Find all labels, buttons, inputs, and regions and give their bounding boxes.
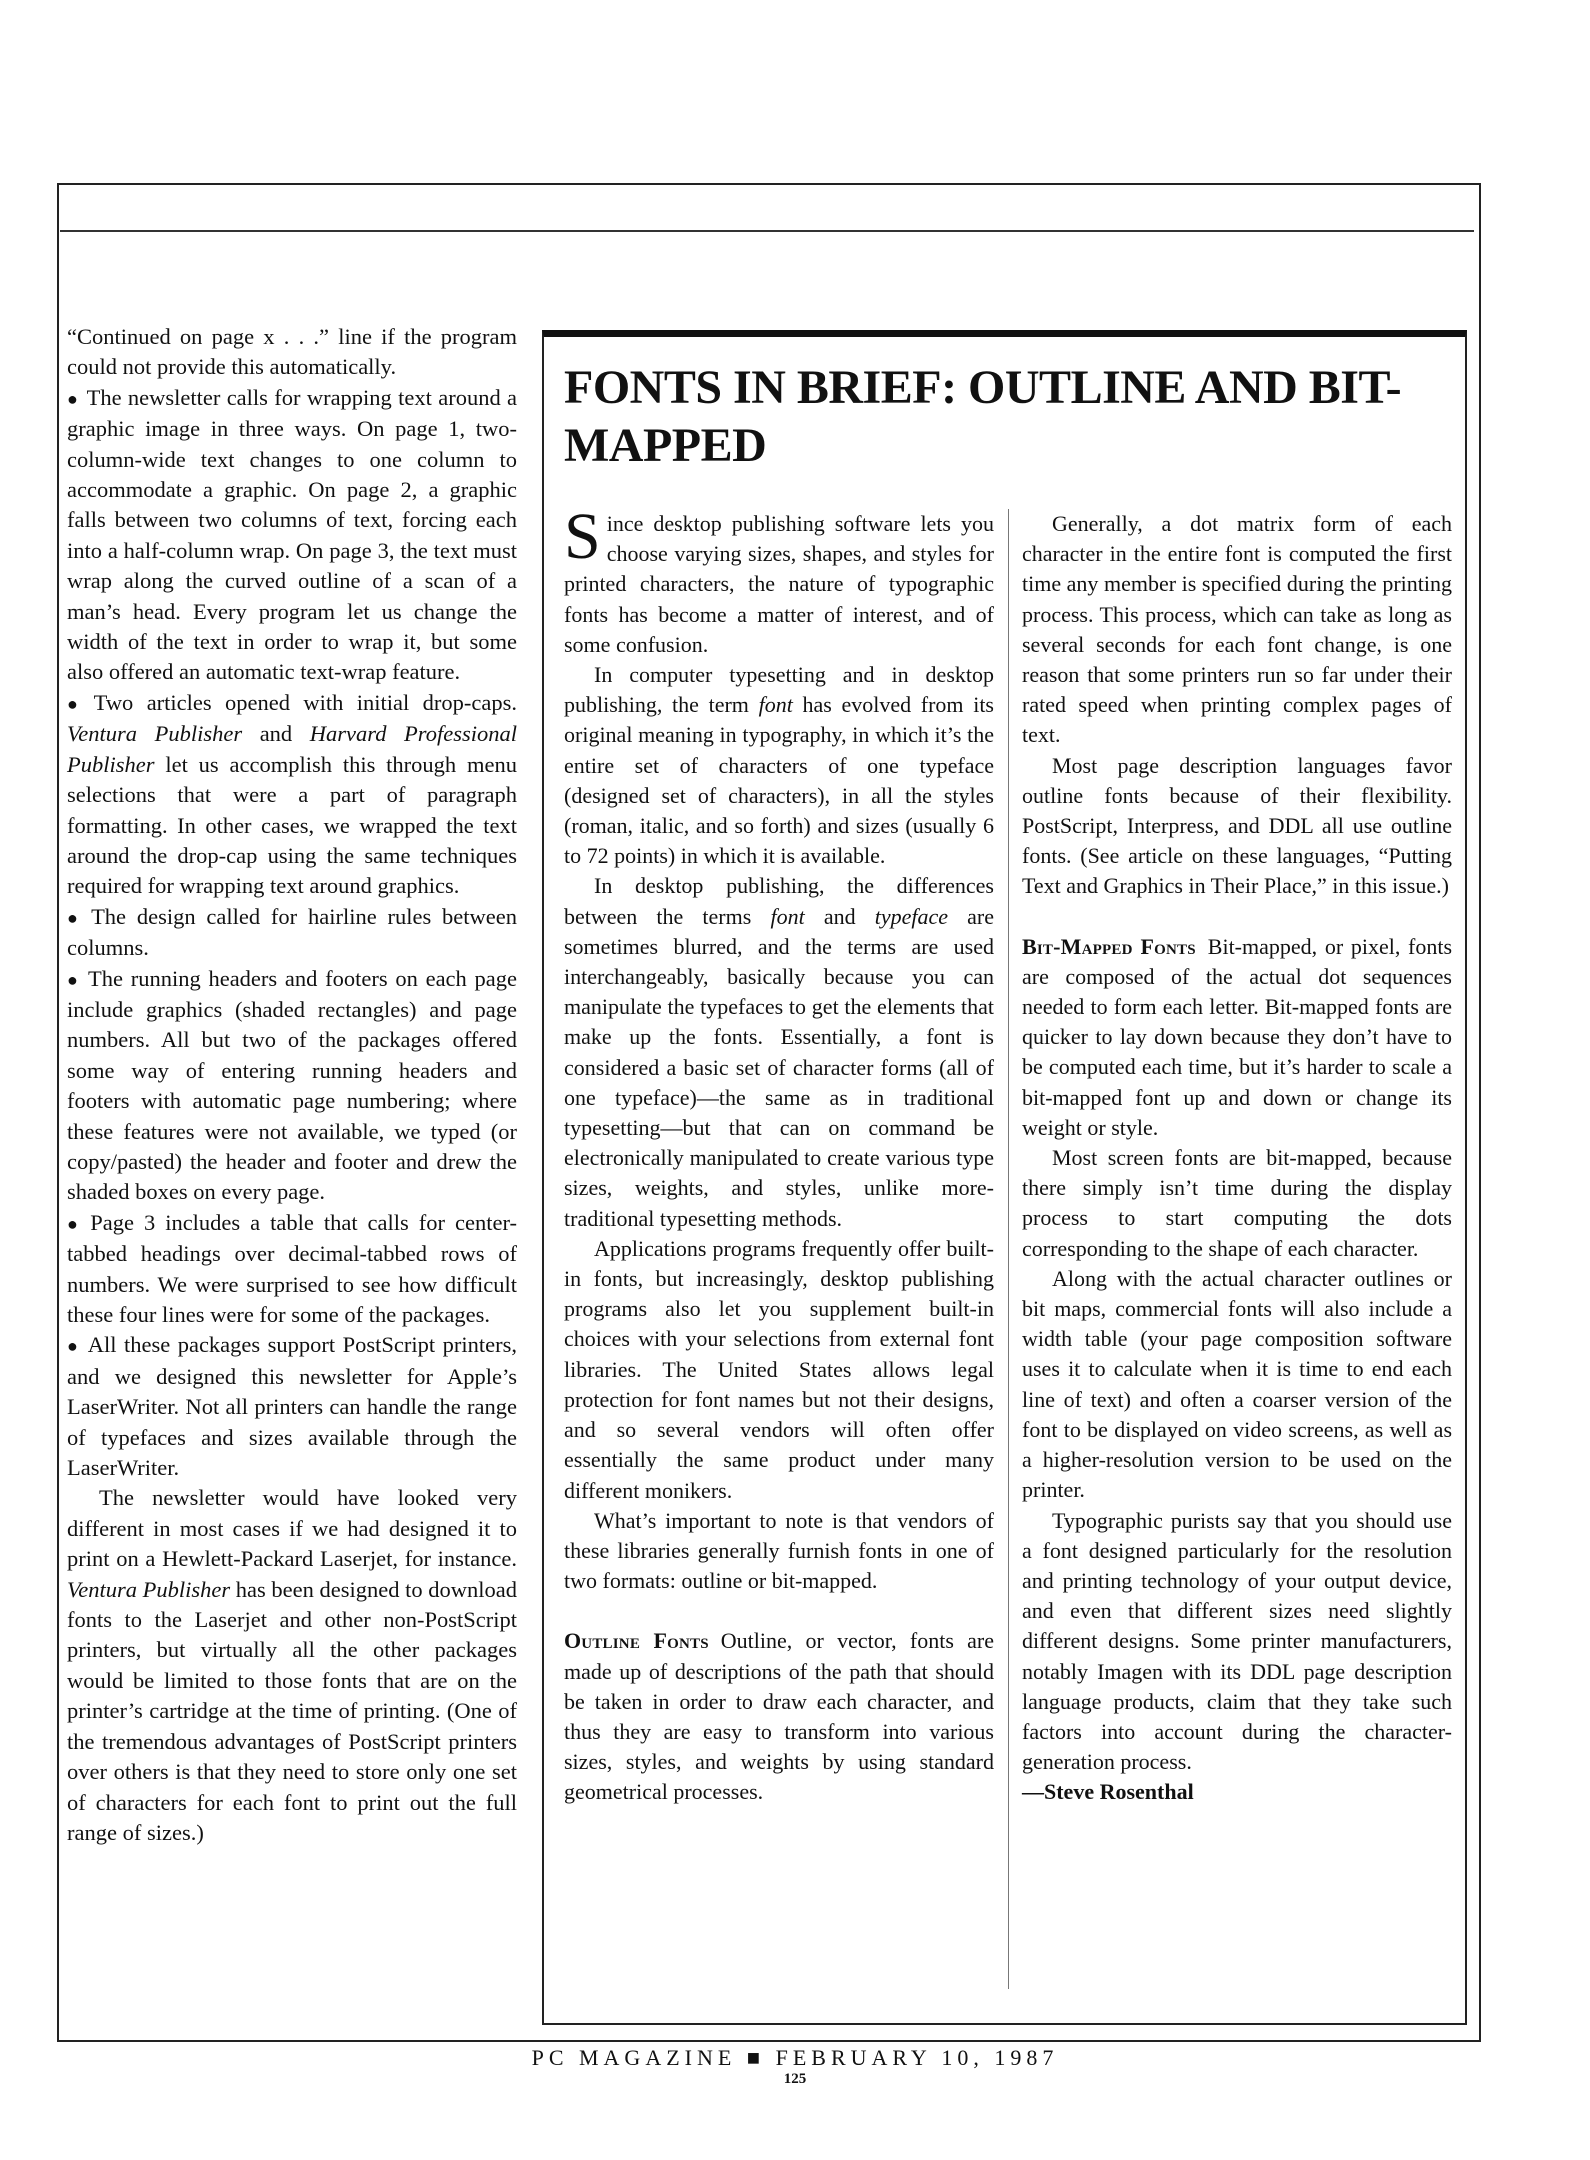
sidebar-box — [542, 330, 1467, 2025]
paragraph: Along with the actual character outlines or bit maps, commercial fonts will also include a width table (your page composition software uses it to calculate when it is time to end each line of text) and often a coarser version of the font to be displayed on video screens, as well as a higher-resolution version to be used on the printer. — [1022, 1265, 1452, 1503]
bullet-item — [67, 902, 517, 964]
bullet-text: let us accomplish this through menu selections that were a part of paragraph formatting. In other cases, we wrapped the text around the drop-cap using the same techniques required for wrapping text around graphics. — [67, 751, 517, 899]
bullet-item — [67, 1330, 517, 1483]
bullet-text: and — [242, 721, 310, 747]
paragraph-text: ince desktop publishing software lets you choose varying sizes, shapes, and styles for printed characters, the nature of typographic fonts has become a matter of interest, and of some confusion. — [564, 511, 994, 657]
term: font — [758, 692, 793, 718]
product-name: Ventura Publisher — [67, 1576, 231, 1602]
bullet-icon: ● — [67, 693, 86, 714]
column-hairline-rule — [1008, 509, 1009, 1989]
paragraph-text: In desktop publishing, the differences between the terms — [564, 873, 994, 929]
bullet-text: Two articles opened with initial drop-caps. — [93, 689, 517, 715]
product-name: Ventura Publisher — [67, 721, 243, 747]
paragraph: Applications programs frequently offer built-in fonts, but increasingly, desktop publishing programs also let you supplement built-in choices with your selections from external font libraries. The United States allows legal protection for font names but not their designs, and so several vendors will often offer essentially the same product under many different monikers. — [564, 1235, 994, 1503]
bullet-item — [67, 964, 517, 1208]
page-footer: PC MAGAZINE ■ FEBRUARY 10, 1987 — [531, 2045, 1059, 2070]
bullet-text: Page 3 includes a table that calls for center-tabbed headings over decimal-tabbed rows of numbers. We were surprised to see how difficult these four lines were for some of the packages. — [67, 1209, 517, 1327]
bullet-icon: ● — [67, 388, 79, 409]
paragraph: Most page description languages favor outline fonts because of their flexibility. PostScript, Interpress, and DDL all use outline fonts. (See article on these languages, “Putting Text and Graphics in Their Place,” in this issue.) — [1022, 752, 1452, 899]
paragraph-text: has evolved from its original meaning in typography, in which it’s the entire set of characters of one typeface (designed set of characters), in all the styles (roman, italic, and so forth) and sizes (usually 6 to 72 points) in which it is available. — [564, 692, 994, 869]
paragraph: Generally, a dot matrix form of each character in the entire font is computed the first time any member is specified during the printing process. This process, which can take as long as several seconds for each font change, is one reason that some printers run so far under their rated speed when printing complex pages of text. — [1022, 511, 1452, 748]
paragraph-text: are sometimes blurred, and the terms are used interchangeably, basically because you can manipulate the typefaces to get the elements that make up the fonts. Essentially, a font is considered a basic set of character forms (all of one typeface)—the same as in traditional typesetting—but that can on command be electronically manipulated to create various type sizes, weights, and styles, unlike more-traditional typesetting methods. — [564, 903, 995, 1231]
bullet-icon: ● — [67, 907, 84, 928]
bullet-item — [67, 383, 517, 688]
outline-fonts-section — [564, 1626, 994, 1807]
section-gap — [1022, 902, 1452, 932]
bullet-item — [67, 688, 517, 902]
bullet-text: All these packages support PostScript printers, and we designed this newsletter for Apple’s LaserWriter. Not all printers can handle the range of typefaces and sizes available through the LaserWriter. — [67, 1332, 518, 1481]
bullet-text: The newsletter calls for wrapping text around a graphic image in three ways. On page 1, two-column-wide text changes to one column to accommodate a graphic. On page 2, a graphic falls between two columns of text, forcing each into a half-column wrap. On page 3, the text must wrap along the curved outline of a scan of a man’s head. Every program let us change the width of the text in order to wrap it, but some also offered an automatic text-wrap feature. — [67, 384, 518, 685]
paragraph — [67, 1483, 517, 1848]
section-gap — [564, 1596, 994, 1626]
paragraph-text: Outline, or vector, fonts are made up of descriptions of the path that should be taken in order to draw each character, and thus they are easy to transform into various sizes, styles, and weights by using standard geometrical processes. — [564, 1628, 994, 1805]
bullet-icon: ● — [67, 969, 80, 990]
paragraph: Typographic purists say that you should use a font designed particularly for the resolution and printing technology of your output device, and even that different sizes need slightly different designs. Some printer manufacturers, notably Imagen with its DDL page description language products, claim that they take such factors into account during the character-generation process. — [1022, 1507, 1452, 1775]
author-signature: —Steve Rosenthal — [1022, 1779, 1194, 1805]
bit-mapped-fonts-section — [1022, 932, 1452, 1143]
paragraph — [564, 660, 994, 871]
running-header-band — [60, 186, 1474, 232]
product-name: Harvard Professional Publisher — [67, 721, 517, 777]
subheading-outline-fonts: Outline Fonts — [564, 1628, 709, 1654]
sidebar-column-2 — [1022, 509, 1452, 1808]
main-article-column — [67, 322, 517, 1848]
bullet-icon: ● — [67, 1336, 80, 1357]
paragraph-text: has been designed to download fonts to the Laserjet and other non-PostScript printers, but virtually all the other packages would be limited to those fonts that are on the printer’s cartridge at the time of printing. (One of the tremendous advantages of PostScript printers over others is that they need to store only one set of characters for each font to print out the full range of sizes.) — [67, 1576, 517, 1845]
paragraph: “Continued on page x . . .” line if the program could not provide this automatically. — [67, 324, 517, 380]
page-number: 125 — [783, 2071, 807, 2087]
paragraph: Most screen fonts are bit-mapped, because there simply isn’t time during the display process to start computing the dots corresponding to the shape of each character. — [1022, 1145, 1452, 1261]
sidebar-title: FONTS IN BRIEF: OUTLINE AND BIT-MAPPED — [564, 361, 1402, 472]
bullet-text: The design called for hairline rules between columns. — [67, 903, 517, 961]
lead-paragraph — [564, 500, 994, 660]
bullet-item — [67, 1208, 517, 1331]
bullet-icon: ● — [67, 1213, 83, 1234]
paragraph — [564, 871, 994, 1233]
paragraph-text: and — [804, 903, 875, 929]
subheading-bit-mapped-fonts: Bit-Mapped Fonts — [1022, 933, 1196, 959]
bullet-text: The running headers and footers on each page include graphics (shaded rectangles) and page numbers. All but two of the packages offered some way of entering running headers and footers with automatic page numbering; where these features were not available, we typed (or copy/pasted) the header and footer and drew the shaded boxes on every page. — [67, 965, 517, 1205]
paragraph-text: In computer typesetting and in desktop publishing, the term — [564, 662, 994, 718]
paragraph-text: The newsletter would have looked very different in most cases if we had designed it to print on a Hewlett-Packard Laserjet, for instance. — [67, 1485, 517, 1572]
paragraph: What’s important to note is that vendors of these libraries generally furnish fonts in one of two formats: outline or bit-mapped. — [564, 1507, 994, 1594]
sidebar-column-1 — [564, 500, 995, 1808]
drop-cap: S — [564, 500, 601, 573]
term: font — [770, 903, 805, 929]
term: typeface — [874, 903, 949, 929]
paragraph-text: Bit-mapped, or pixel, fonts are composed of the actual dot sequences needed to form each letter. Bit-mapped fonts are quicker to lay down because they don’t have to be computed each time, but it’s harder to scale a bit-mapped font up and down or change its weight or style. — [1022, 933, 1453, 1140]
